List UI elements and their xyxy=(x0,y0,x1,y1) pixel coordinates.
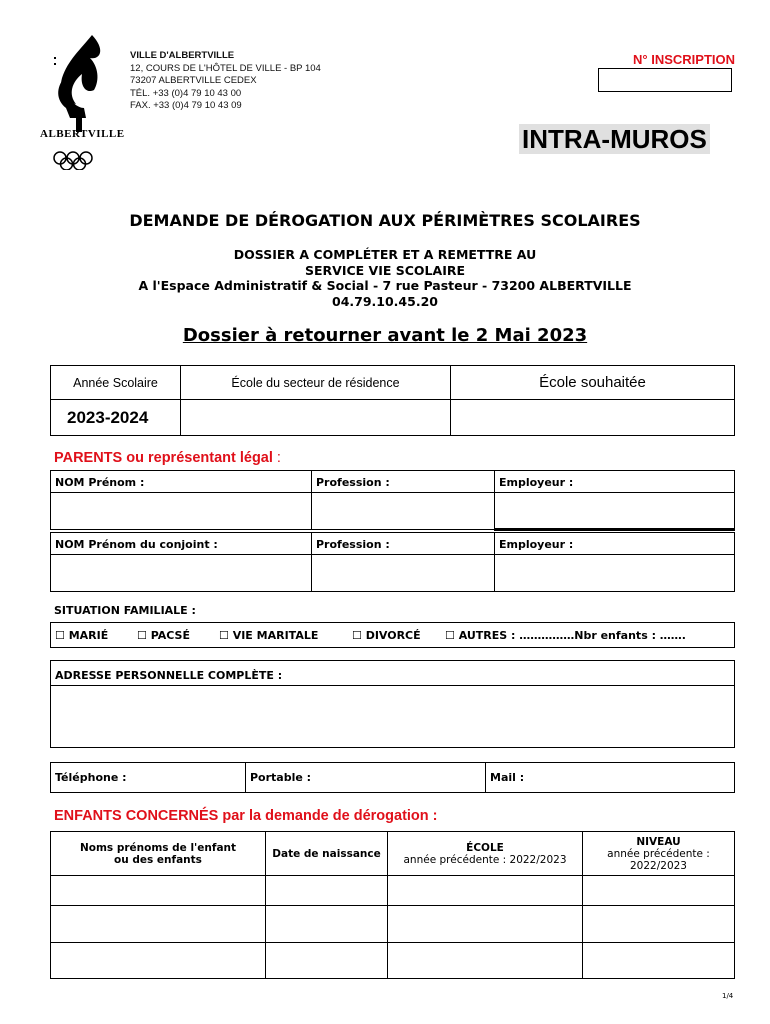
birthdate-field[interactable] xyxy=(266,906,388,943)
spouse-table xyxy=(50,532,735,592)
logo-text: ALBERTVILLE xyxy=(40,128,125,140)
children-table xyxy=(50,831,735,979)
contact-table xyxy=(50,762,735,793)
parent-profession-label: Profession : xyxy=(312,471,495,493)
parent-name-label: NOM Prénom : xyxy=(51,471,312,493)
sector-school-field[interactable] xyxy=(181,400,451,436)
birthdate-field[interactable] xyxy=(266,876,388,906)
prev-school-header xyxy=(388,832,583,876)
page-number: 1/4 xyxy=(722,992,734,1000)
child-name-field[interactable] xyxy=(51,906,266,943)
child-name-header-line: Noms prénoms de l'enfant xyxy=(79,841,237,854)
parent-employer-label: Employeur : xyxy=(495,471,735,493)
birthdate-field[interactable] xyxy=(266,943,388,979)
family-situation-label: SITUATION FAMILIALE : xyxy=(54,604,196,617)
checkbox-married[interactable]: ☐ MARIÉ xyxy=(55,629,109,642)
prev-level-field[interactable] xyxy=(583,906,735,943)
school-table xyxy=(50,365,735,436)
child-name-field[interactable] xyxy=(51,876,266,906)
desired-school-field[interactable] xyxy=(451,400,735,436)
submission-line: SERVICE VIE SCOLAIRE xyxy=(304,262,466,278)
spouse-name-field[interactable] xyxy=(51,555,312,592)
email-label[interactable]: Mail : xyxy=(486,763,735,793)
org-street: 12, COURS DE L'HÔTEL DE VILLE - BP 104 xyxy=(130,62,321,74)
checkbox-pacs[interactable]: ☐ PACSÉ xyxy=(137,629,190,642)
parent-table xyxy=(50,470,735,531)
submission-line: A l'Espace Administratif & Social - 7 rue Pasteur - 73200 ALBERTVILLE xyxy=(138,278,632,293)
prev-level-header xyxy=(583,832,735,876)
parent-employer-field[interactable] xyxy=(495,493,735,530)
birthdate-header: Date de naissance xyxy=(266,832,388,876)
page-title: DEMANDE DE DÉROGATION AUX PÉRIMÈTRES SCOLAIRES xyxy=(129,211,641,230)
address-box xyxy=(50,660,735,748)
phone-label[interactable]: Téléphone : xyxy=(51,763,246,793)
child-name-header xyxy=(51,832,266,876)
spouse-profession-field[interactable] xyxy=(312,555,495,592)
org-address xyxy=(130,50,321,113)
parents-heading xyxy=(54,450,281,466)
sector-school-header: École du secteur de résidence xyxy=(181,366,451,400)
prev-level-header-year: 2022/2023 xyxy=(630,859,687,872)
prev-school-field[interactable] xyxy=(388,943,583,979)
parents-heading-text: PARENTS ou représentant légal xyxy=(54,450,273,466)
olympic-flame-icon xyxy=(40,30,120,170)
albertville-logo xyxy=(40,30,125,170)
children-heading: ENFANTS CONCERNÉS par la demande de dérogation : xyxy=(54,808,438,824)
child-name-field[interactable] xyxy=(51,943,266,979)
prev-school-header-title: ÉCOLE xyxy=(466,841,504,854)
spouse-employer-field[interactable] xyxy=(495,555,735,592)
deadline-text: Dossier à retourner avant le 2 Mai 2023 xyxy=(182,325,588,346)
desired-school-header: École souhaitée xyxy=(451,366,735,400)
prev-school-field[interactable] xyxy=(388,906,583,943)
prev-level-field[interactable] xyxy=(583,943,735,979)
address-label: ADRESSE PERSONNELLE COMPLÈTE : xyxy=(55,669,283,682)
org-city: 73207 ALBERTVILLE CEDEX xyxy=(130,75,257,86)
prev-level-header-line: année précédente : xyxy=(607,847,710,860)
parents-heading-colon: : xyxy=(272,450,281,466)
submission-line: DOSSIER A COMPLÉTER ET A REMETTRE AU xyxy=(233,247,537,262)
table-row xyxy=(51,906,735,943)
prev-level-header-title: NIVEAU xyxy=(636,835,681,848)
school-year-header: Année Scolaire xyxy=(51,366,181,400)
prev-school-field[interactable] xyxy=(388,876,583,906)
checkbox-other[interactable]: ☐ AUTRES : ……………Nbr enfants : ……. xyxy=(445,629,686,642)
submission-info xyxy=(0,247,770,309)
spouse-profession-label: Profession : xyxy=(312,533,495,555)
spouse-employer-label: Employeur : xyxy=(495,533,735,555)
family-situation-options xyxy=(50,622,735,648)
deadline xyxy=(0,325,770,346)
org-fax: FAX. +33 (0)4 79 10 43 09 xyxy=(130,100,242,111)
parent-profession-field[interactable] xyxy=(312,493,495,530)
address-field[interactable] xyxy=(51,686,734,747)
table-row xyxy=(51,876,735,906)
checkbox-divorced[interactable]: ☐ DIVORCÉ xyxy=(352,629,421,642)
child-name-header-line: ou des enfants xyxy=(114,853,202,866)
org-phone: TÉL. +33 (0)4 79 10 43 00 xyxy=(130,87,242,99)
prev-level-field[interactable] xyxy=(583,876,735,906)
spouse-name-label: NOM Prénom du conjoint : xyxy=(51,533,312,555)
prev-school-header-year: année précédente : 2022/2023 xyxy=(403,853,567,866)
inscription-label: N° INSCRIPTION xyxy=(633,52,735,67)
inscription-field[interactable] xyxy=(598,68,732,92)
submission-phone: 04.79.10.45.20 xyxy=(332,293,438,309)
parent-name-field[interactable] xyxy=(51,493,312,530)
mobile-label[interactable]: Portable : xyxy=(246,763,486,793)
org-name: VILLE D'ALBERTVILLE xyxy=(130,50,235,61)
intra-muros-badge: INTRA-MUROS xyxy=(519,124,710,154)
school-year-value: 2023-2024 xyxy=(51,400,181,436)
table-row xyxy=(51,943,735,979)
checkbox-cohabitation[interactable]: ☐ VIE MARITALE xyxy=(219,629,319,642)
